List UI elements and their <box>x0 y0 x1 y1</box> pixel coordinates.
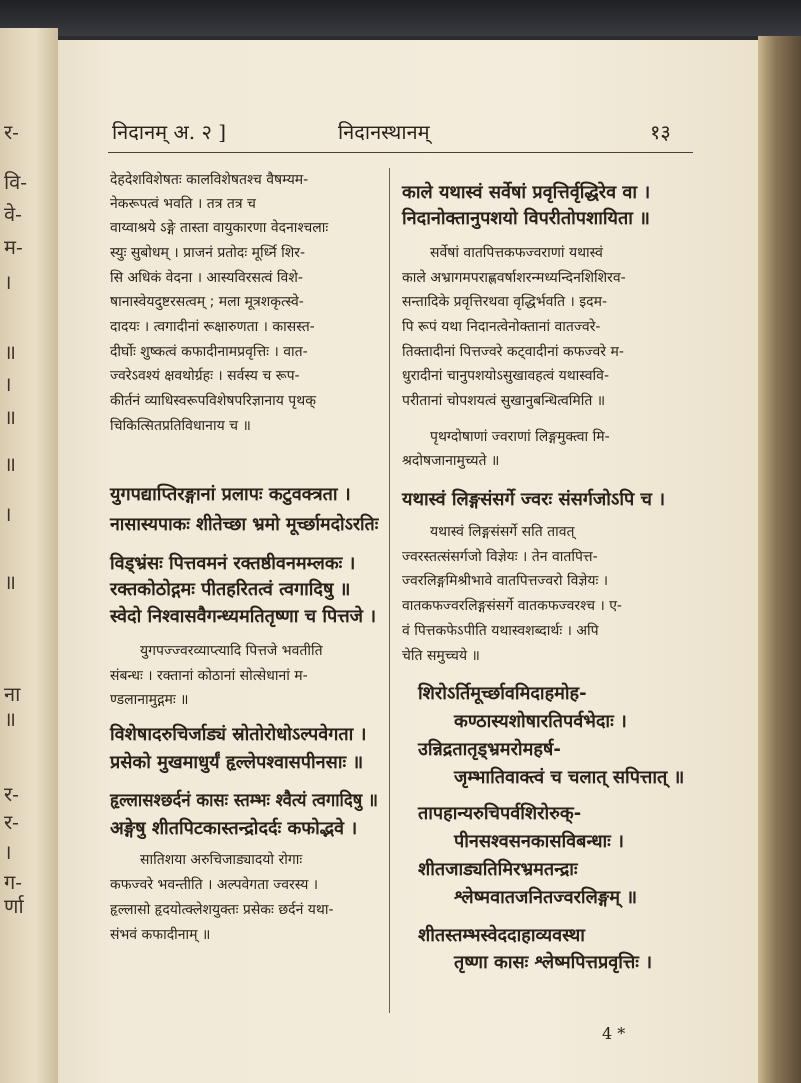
commentary-line: सन्तादिके प्रवृत्तिरथवा वृद्धिर्भवति । इदम- <box>402 294 607 310</box>
commentary-line: पि रूपं यथा निदानत्वेनोक्तानां वातज्वरे- <box>402 319 601 335</box>
margin-fragment: र- <box>4 782 19 806</box>
margin-fragment: ॥ <box>4 405 16 429</box>
column-divider <box>389 168 390 1013</box>
margin-fragment: । <box>4 502 12 526</box>
commentary-line: परीतानां चोपशयत्वं सुखानुबन्धित्वमिति ॥ <box>402 393 606 409</box>
margin-fragment: । <box>4 270 12 294</box>
verse-line: उन्निद्रतातृड्भ्रमरोमहर्ष- <box>418 739 561 760</box>
verse-line: हृल्लासश्छर्दनं कासः स्तम्भः श्वैत्यं त्वगादिषु ॥ <box>110 790 379 811</box>
verse-line: विड्भ्रंसः पित्तवमनं रक्तष्ठीवनमम्लकः । <box>110 553 356 574</box>
commentary-line: ण्डलानामुद्गमः ॥ <box>110 692 189 708</box>
verse-line: शीतस्तम्भस्वेददाहाव्यवस्था <box>418 925 585 946</box>
running-head-left: निदानम् अ. २ ] <box>112 120 227 144</box>
verse-line: विशेषादरुचिर्जाड्यं स्रोतोरोधोऽल्पवेगता । <box>110 724 367 745</box>
commentary-line: सातिशया अरुचिजाड्यादयो रोगाः <box>140 852 303 868</box>
verse-line: शिरोऽर्तिमूर्च्छावमिदाहमोह- <box>418 683 587 704</box>
previous-page-edge <box>0 28 58 1083</box>
commentary-line: कफज्वरे भवन्तीति । अल्पवेगता ज्वरस्य । <box>110 877 319 893</box>
verse-line: तापहान्यरुचिपर्वशिरोरुक्- <box>418 803 582 824</box>
commentary-line: श्रदोषजानामुच्यते ॥ <box>402 453 500 469</box>
verse-line: प्रसेको मुखमाधुर्यं हृल्लेपश्वासपीनसाः ॥ <box>110 752 364 773</box>
commentary-line: नेकरूपत्वं भवति । तत्र तत्र च <box>110 196 256 212</box>
margin-fragment: ना <box>4 682 21 706</box>
commentary-line: धुरादीनां चानुपशयोऽसुखावहत्वं यथास्ववि- <box>402 368 609 384</box>
commentary-line: चिकित्सितप्रतिविधानाय च ॥ <box>110 418 251 434</box>
commentary-line: स्युः सुबोधम् । प्राजनं प्रतोदः मूर्ध्नि शिर- <box>110 245 306 261</box>
page-number: १३ <box>650 120 671 144</box>
margin-fragment: वि- <box>4 170 28 194</box>
margin-fragment: । <box>4 840 12 864</box>
commentary-line: कीर्तनं व्याधिस्वरूपविशेषपरिज्ञानाय पृथक् <box>110 393 316 409</box>
commentary-line: पृथग्दोषाणां ज्वराणां लिङ्गमुक्त्वा मि- <box>430 429 610 445</box>
margin-fragment: र्णा <box>4 894 24 918</box>
commentary-line: युगपज्ज्वरव्याप्त्यादि पित्तजे भवतीति <box>140 643 323 659</box>
commentary-line: काले अभ्रागमपराह्णवर्षाशरन्मध्यन्दिनशिशिरव- <box>402 270 626 286</box>
verse-line: काले यथास्वं सर्वेषां प्रवृत्तिर्वृद्धिरेव वा । <box>402 182 651 203</box>
verse-line: श्लेष्मवातजनितज्वरलिङ्गम् ॥ <box>454 887 638 908</box>
commentary-line: वाय्वाश्रये ऽङ्गे तास्ता वायुकारणा वेदनाश्चलाः <box>110 220 329 236</box>
margin-fragment: । <box>4 372 12 396</box>
commentary-line: सि अधिकं वेदना । आस्यविरसत्वं विशे- <box>110 270 303 286</box>
verse-line: युगपद्याप्तिरङ्गानां प्रलापः कटुवक्त्रता । <box>110 484 351 505</box>
verse-line: तृष्णा कासः श्लेष्मपित्तप्रवृत्तिः । <box>454 952 653 973</box>
commentary-line: दादयः । त्वगादीनां रूक्षारुणता । कासस्त- <box>110 319 315 335</box>
verse-line: शीतजाड्यतिमिरभ्रमतन्द्राः <box>418 859 578 880</box>
verse-line: स्वेदो निश्वासवैगन्ध्यमतितृष्णा च पित्तजे । <box>110 606 377 627</box>
margin-fragment: ॥ <box>4 707 16 731</box>
verse-line: अङ्गेषु शीतपिटकास्तन्द्रोदर्दः कफोद्भवे । <box>110 818 358 839</box>
margin-fragment: ॥ <box>4 452 16 476</box>
verse-line: यथास्वं लिङ्गसंसर्गे ज्वरः संसर्गजोऽपि च । <box>402 489 666 510</box>
verse-line: पीनसश्वसनकासविबन्धाः । <box>454 831 624 852</box>
verse-line: रक्तकोठोद्गमः पीतहरितत्वं त्वगादिषु ॥ <box>110 579 351 600</box>
commentary-line: देहदेशविशेषतः कालविशेषतश्च वैषम्यम- <box>110 172 309 188</box>
commentary-line: षानास्वेयदुष्टरसत्वम् ; मला मूत्रशकृत्स्वे- <box>110 294 304 310</box>
verse-line: जृम्भातिवाक्त्वं च चलात् सपित्तात् ॥ <box>454 767 685 788</box>
running-head-center: निदानस्थानम् <box>338 120 430 144</box>
verse-line: निदानोक्तानुपशयो विपरीतोपशायिता ॥ <box>402 208 650 229</box>
margin-fragment: ग- <box>4 870 23 894</box>
margin-fragment: ॥ <box>4 570 16 594</box>
verse-line: कण्ठास्यशोषारतिपर्वभेदाः । <box>454 711 627 732</box>
commentary-line: तिक्तादीनां पित्तज्वरे कट्वादीनां कफज्वरे म- <box>402 344 624 360</box>
commentary-line: दीर्घोः शुष्कत्वं कफादीनामप्रवृत्तिः । वात- <box>110 344 308 360</box>
margin-fragment: र- <box>4 120 19 144</box>
commentary-line: ज्वरस्तत्संसर्गजो विज्ञेयः । तेन वातपित्त- <box>402 549 598 565</box>
margin-fragment: ॥ <box>4 340 16 364</box>
commentary-line: ज्वरेऽवश्यं क्षवथोर्ग्रहः । सर्वस्य च रूप- <box>110 368 300 384</box>
margin-fragment: म- <box>4 235 23 259</box>
page-edge-shadow <box>758 36 801 1083</box>
commentary-line: हृल्लासो हृदयोत्क्लेशयुक्तः प्रसेकः छर्दनं यथा- <box>110 902 334 918</box>
commentary-line: सर्वेषां वातपित्तकफज्वराणां यथास्वं <box>430 245 603 261</box>
header-rule <box>108 152 693 153</box>
verse-line: नासास्यपाकः शीतेच्छा भ्रमो मूर्च्छामदोऽरतिः <box>110 514 379 535</box>
commentary-line: संभवं कफादीनाम् ॥ <box>110 927 211 943</box>
margin-fragment: र- <box>4 810 19 834</box>
commentary-line: ज्वरलिङ्गमिश्रीभावे वातपित्तज्वरो विज्ञेयः । <box>402 573 609 589</box>
commentary-line: संबन्धः । रक्तानां कोठानां सोत्सेधानां म- <box>110 668 308 684</box>
margin-fragment: वे- <box>4 202 22 226</box>
commentary-line: यथास्वं लिङ्गसंसर्गे सति तावत् <box>430 524 575 540</box>
book-binding <box>0 0 801 36</box>
commentary-line: वं पित्तकफेऽपीति यथास्वशब्दार्थः । अपि <box>402 623 599 639</box>
commentary-line: चेति समुच्चये ॥ <box>402 648 480 664</box>
signature-mark: 4 * <box>602 1024 626 1043</box>
commentary-line: वातकफज्वरलिङ्गसंसर्गे वातकफज्वरश्च । ए- <box>402 598 622 614</box>
